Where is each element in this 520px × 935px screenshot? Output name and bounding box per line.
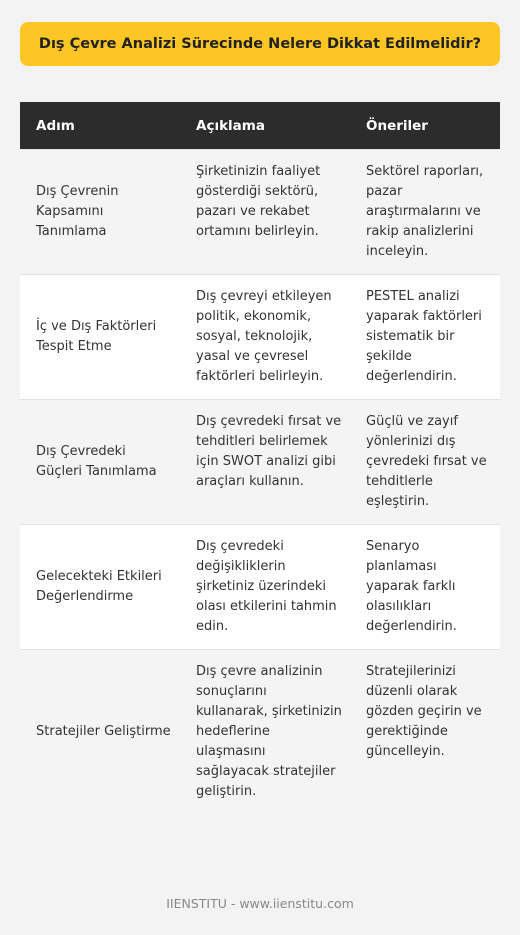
analysis-table: [20, 102, 500, 814]
step-cell: Dış Çevrenin Kapsamını Tanımlama: [20, 150, 180, 275]
suggestion-cell: PESTEL analizi yaparak faktörleri sistematik bir şekilde değerlendirin.: [350, 275, 500, 400]
table-row: [20, 275, 500, 400]
table-row: [20, 525, 500, 650]
step-cell: Stratejiler Geliştirme: [20, 650, 180, 815]
suggestion-cell: Stratejilerinizi düzenli olarak gözden geçirin ve gerektiğinde güncelleyin.: [350, 650, 500, 815]
description-cell: Dış çevre analizinin sonuçlarını kullanarak, şirketinizin hedeflerine ulaşmasını sağlayacak stratejiler geliştirin.: [180, 650, 350, 815]
description-cell: Dış çevredeki fırsat ve tehditleri belirlemek için SWOT analizi gibi araçları kullanın.: [180, 400, 350, 525]
page-title: Dış Çevre Analizi Sürecinde Nelere Dikkat Edilmelidir?: [38, 36, 482, 52]
table-row: [20, 400, 500, 525]
step-cell: Gelecekteki Etkileri Değerlendirme: [20, 525, 180, 650]
column-header-description: Açıklama: [180, 102, 350, 150]
column-header-step: Adım: [20, 102, 180, 150]
title-banner: [20, 22, 500, 66]
table-header-row: [20, 102, 500, 150]
step-cell: Dış Çevredeki Güçleri Tanımlama: [20, 400, 180, 525]
suggestion-cell: Güçlü ve zayıf yönlerinizi dış çevredeki fırsat ve tehditlerle eşleştirin.: [350, 400, 500, 525]
column-header-suggestions: Öneriler: [350, 102, 500, 150]
table-row: [20, 650, 500, 815]
description-cell: Şirketinizin faaliyet gösterdiği sektörü, pazarı ve rekabet ortamını belirleyin.: [180, 150, 350, 275]
footer-credit: IIENSTITU - www.iienstitu.com: [166, 896, 354, 911]
suggestion-cell: Sektörel raporları, pazar araştırmalarını ve rakip analizlerini inceleyin.: [350, 150, 500, 275]
table-row: [20, 150, 500, 275]
step-cell: İç ve Dış Faktörleri Tespit Etme: [20, 275, 180, 400]
description-cell: Dış çevredeki değişikliklerin şirketiniz üzerindeki olası etkilerini tahmin edin.: [180, 525, 350, 650]
description-cell: Dış çevreyi etkileyen politik, ekonomik, sosyal, teknolojik, yasal ve çevresel faktörleri belirleyin.: [180, 275, 350, 400]
suggestion-cell: Senaryo planlaması yaparak farklı olasılıkları değerlendirin.: [350, 525, 500, 650]
